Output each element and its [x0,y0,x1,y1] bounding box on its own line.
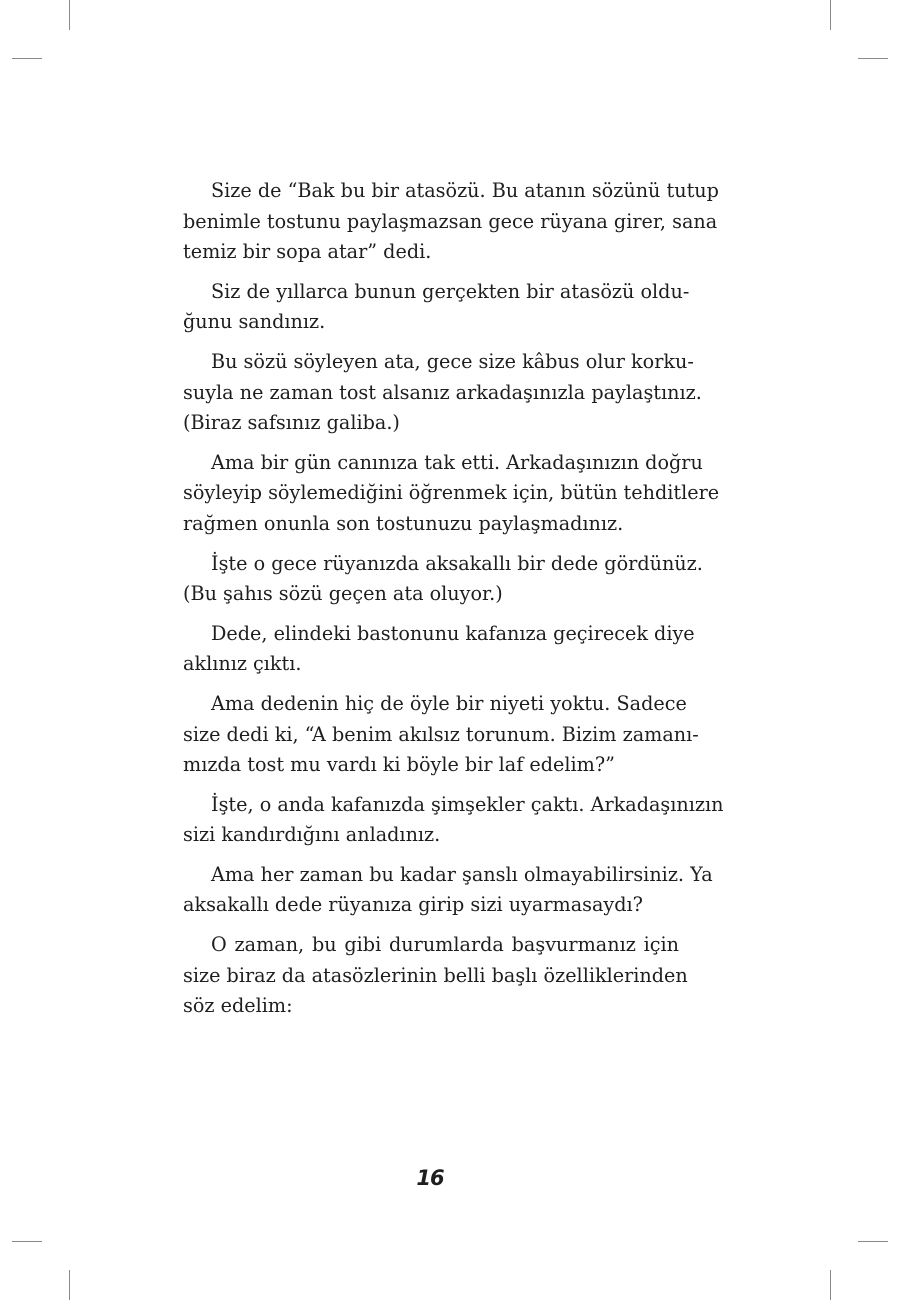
text-line: Bu sözü söyleyen ata, gece size kâbus olur korku- [211,349,694,373]
text-line: benimle tostunu paylaşmazsan gece rüyana girer, sana [183,209,718,233]
paragraph [183,448,720,540]
text-line: mızda tost mu vardı ki böyle bir laf edelim?” [183,753,615,777]
paragraph [183,930,688,1022]
text-line: sizi kandırdığını anladınız. [183,823,441,847]
crop-mark-left-bottom [12,1241,42,1242]
crop-mark-right-bottom [858,1241,888,1242]
text-line: Ama bir gün canınıza tak etti. Arkadaşınızın doğru [211,450,703,474]
text-line: suyla ne zaman tost alsanız arkadaşınızla paylaştınız. [183,380,702,404]
text-line: Size de “Bak bu bir atasözü. Bu atanın sözünü tutup [211,179,719,202]
paragraph [183,277,690,338]
text-line: Ama her zaman bu kadar şanslı olmayabilirsiniz. Ya [211,862,713,886]
text-line: O zaman, bu gibi durumlarda başvurmanız için [211,933,679,957]
text-line: rağmen onunla son tostunuzu paylaşmadınız. [183,511,624,535]
crop-mark-bottom-right [830,1270,831,1300]
crop-mark-top-right [830,0,831,30]
paragraph [183,549,703,610]
text-line: Dede, elindeki bastonunu kafanıza geçirecek diye [211,621,695,645]
text-line: söz edelim: [183,994,293,1018]
body-text [183,176,724,1031]
text-line: ğunu sandınız. [183,310,326,334]
text-line: (Biraz safsınız galiba.) [183,411,400,435]
text-line: Ama dedenin hiç de öyle bir niyeti yoktu. Sadece [211,691,687,715]
paragraph [183,790,724,851]
text-line: (Bu şahıs sözü geçen ata oluyor.) [183,582,503,606]
paragraph [183,619,695,680]
crop-mark-left-top [12,58,42,59]
text-line: size biraz da atasözlerinin belli başlı özelliklerinden [183,963,688,987]
text-line: size dedi ki, “A benim akılsız torunum. Bizim zamanı- [183,722,699,746]
text-line: temiz bir sopa atar” dedi. [183,240,432,264]
paragraph [183,689,699,781]
crop-mark-top-left [69,0,70,30]
paragraph [183,176,719,268]
text-line: söyleyip söylemediğini öğrenmek için, bütün tehditlere [183,481,720,505]
crop-mark-bottom-left [69,1270,70,1300]
page-number: 16 [416,1166,444,1190]
text-line: İşte o gece rüyanızda aksakallı bir dede gördünüz. [211,551,703,575]
text-line: Siz de yıllarca bunun gerçekten bir atasözü oldu- [211,279,690,303]
text-line: aklınız çıktı. [183,652,302,676]
text-line: İşte, o anda kafanızda şimşekler çaktı. Arkadaşınızın [211,792,724,816]
paragraph [183,347,702,439]
paragraph [183,860,713,921]
crop-mark-right-top [858,58,888,59]
text-line: aksakallı dede rüyanıza girip sizi uyarmasaydı? [183,893,643,917]
